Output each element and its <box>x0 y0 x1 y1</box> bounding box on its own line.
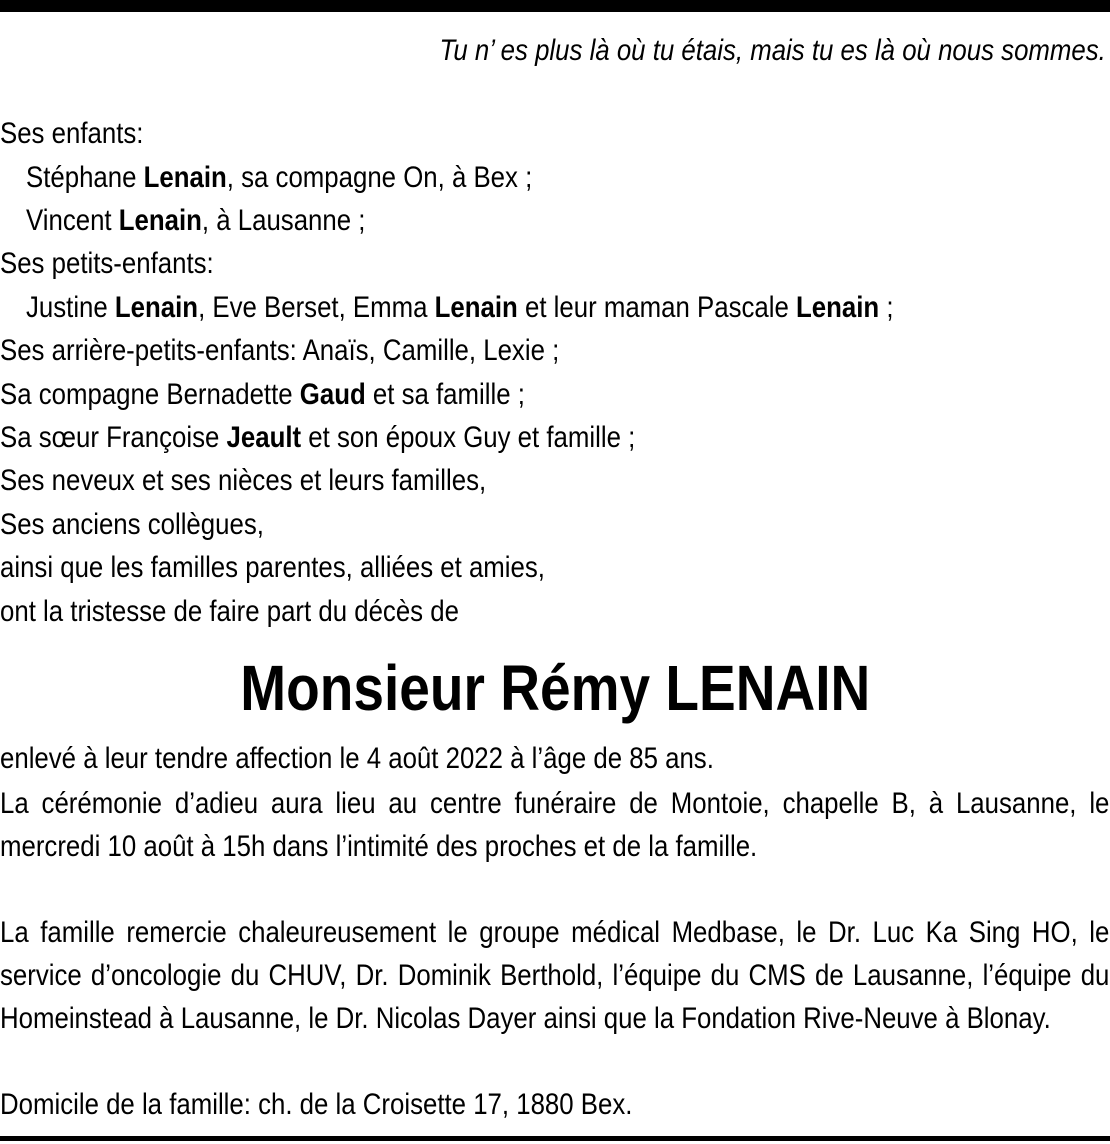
grandchildren-surname-3: Lenain <box>795 291 880 324</box>
sister-line <box>0 420 635 456</box>
companion-post: et sa famille ; <box>365 378 525 411</box>
companion-surname: Gaud <box>299 378 366 411</box>
companion-line <box>0 377 525 413</box>
great-grandchildren-line: Ses arrière-petits-enfants: Anaïs, Camille, Lexie ; <box>0 334 560 367</box>
child-1-first: Stéphane <box>26 161 144 194</box>
child-2-first: Vincent <box>26 204 119 237</box>
grandchildren-text-4: ; <box>879 291 894 324</box>
thanks-paragraph: La famille remercie chaleureusement le groupe médical Medbase, le Dr. Luc Ka Sing HO, le service d’oncologie du CHUV, Dr. Dominik Berthold, l’équipe du CMS de Lausanne, l’équipe du Homeinstead à Lausanne, le Dr. Nicolas Dayer ainsi que la Fondation Rive-Neuve à Blonay. <box>0 916 1110 1035</box>
deceased-name <box>0 648 1110 728</box>
child-1-rest: , sa compagne On, à Bex ; <box>226 161 533 194</box>
bottom-rule <box>0 1136 1110 1141</box>
top-rule <box>0 0 1110 12</box>
grandchildren-surname-1: Lenain <box>114 291 199 324</box>
child-1-surname: Lenain <box>143 161 227 194</box>
grandchildren-text-1: Justine <box>26 291 115 324</box>
deceased-name-text: Monsieur Rémy LENAIN <box>239 652 871 724</box>
children-heading: Ses enfants: <box>0 117 144 150</box>
grandchildren-text-3: et leur maman Pascale <box>517 291 796 324</box>
grandchildren-surname-2: Lenain <box>434 291 518 324</box>
companion-pre: Sa compagne Bernadette <box>0 378 300 411</box>
grandchildren-text-2: , Eve Berset, Emma <box>198 291 435 324</box>
announcement-line: ont la tristesse de faire part du décès de <box>0 595 459 628</box>
sister-post: et son époux Guy et famille ; <box>301 421 636 454</box>
child-2-surname: Lenain <box>118 204 202 237</box>
families-line: ainsi que les familles parentes, alliées et amies, <box>0 551 545 584</box>
grandchildren-line <box>26 290 893 326</box>
ceremony-paragraph: La cérémonie d’adieu aura lieu au centre funéraire de Montoie, chapelle B, à Lausanne, le mercredi 10 août à 15h dans l’intimité des proches et de la famille. <box>0 787 1110 863</box>
colleagues-line: Ses anciens collègues, <box>0 508 264 541</box>
child-2-rest: , à Lausanne ; <box>201 204 366 237</box>
epigraph: Tu n’ es plus là où tu étais, mais tu es là où nous sommes. <box>439 34 1106 67</box>
nephews-line: Ses neveux et ses nièces et leurs familles, <box>0 464 487 497</box>
sister-surname: Jeault <box>226 421 302 454</box>
sister-pre: Sa sœur Françoise <box>0 421 227 454</box>
child-line-1 <box>26 160 532 196</box>
child-line-2 <box>26 203 365 239</box>
grandchildren-heading: Ses petits-enfants: <box>0 247 214 280</box>
address-line: Domicile de la famille: ch. de la Croisette 17, 1880 Bex. <box>0 1088 633 1121</box>
death-line: enlevé à leur tendre affection le 4 août 2022 à l’âge de 85 ans. <box>0 742 714 775</box>
